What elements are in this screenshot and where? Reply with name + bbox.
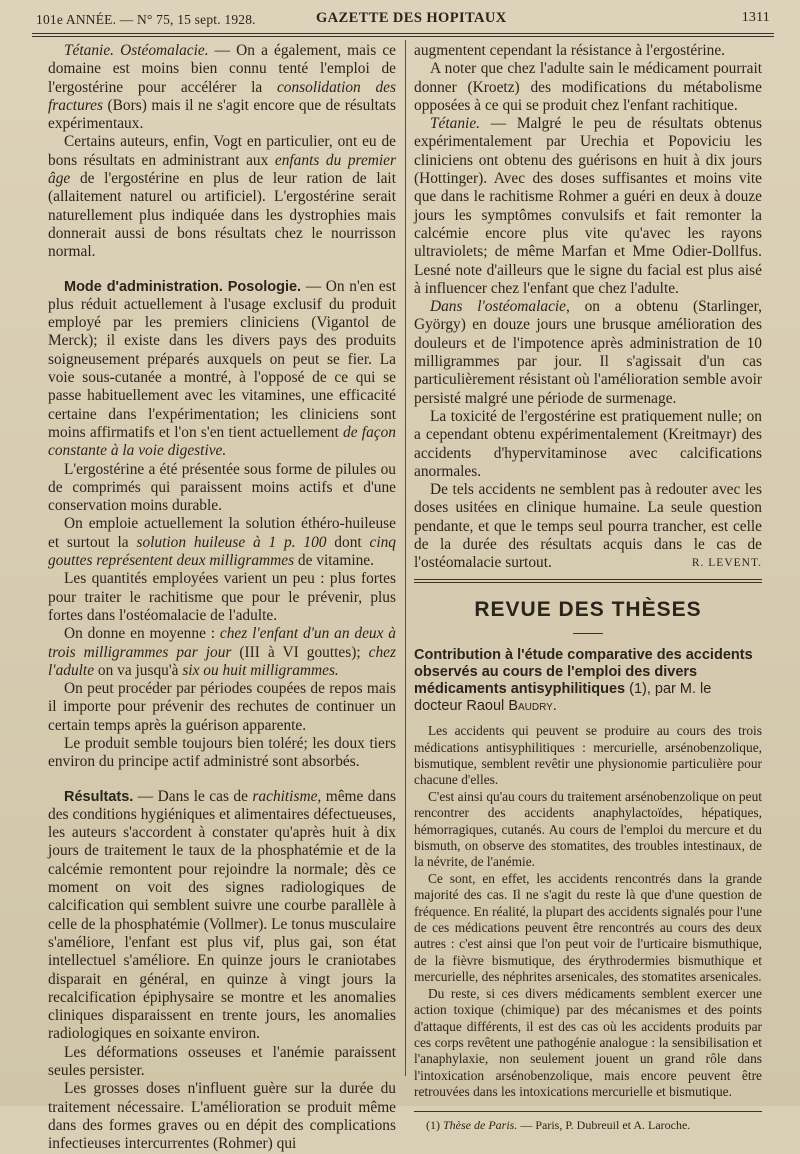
header-rule (32, 33, 774, 37)
page-number: 1311 (741, 10, 770, 25)
paragraph-adulte-sain: A noter que chez l'adulte sain le médicament pourrait donner (Kroetz) des modifications du métabolisme opposées à ce qui se produit chez l'enfant rachitique. (414, 60, 762, 114)
paragraph-administration: Mode d'administration. Posologie. — On n'en est plus réduit actuellement à l'usage exclusif du produit employé par les premiers cliniciens (Vigantol de Merck); il existe dans les divers pays des produits soigneusement préparés auxquels on peut se fier. La voie sous-cutanée a montré, à l'opposé de ce qui se passe habituellement avec les vitamines, une efficacité certaine dans l'expérimentation; les cliniciens sont moins affirmatifs et l'on s'en tient actuellement de façon constante à la voie digestive. (48, 277, 396, 460)
article-author: Baudry. (508, 698, 557, 715)
paragraph-periodes: On peut procéder par périodes coupées de repos mais il importe pour prévenir des rechutes de continuer un certain temps après la guérison apparente. (48, 680, 396, 734)
paragraph-thesis-3: Ce sont, en effet, les accidents rencontrés dans la grande majorité des cas. Il ne s'agit du reste là que d'une question de fréquence. En réalité, la plupart des accidents signalés pour l'une de ces médications peuvent être rencontrés au cours des deux autres : c'est ainsi que l'on peut voir de l'urticaire bismuthique, de la fièvre bismutique, des érythrodermies bismuthique et mercurielle, des néphrites arsenicales, des stomatites arsenicales. (414, 870, 762, 985)
journal-title: GAZETTE DES HOPITAUX (316, 10, 507, 26)
inline-heading-tetanie: Tétanie. (430, 115, 481, 133)
paragraph-conclusion: De tels accidents ne semblent pas à redouter avec les doses usitées en clinique humaine. La seule question pendante, et que le temps seul pourra trancher, est celle de la durée des résultats acquis dans le cas de l'ostéomalacie surtout. R. LEVENT. (414, 481, 762, 572)
inline-heading: Tétanie. Ostéomalacie. (64, 42, 209, 59)
paragraph-resultats: Résultats. — Dans le cas de rachitisme, même dans des conditions hygiéniques et alimentaires défectueuses, les auteurs s'accordent à constater qu'après huit à dix jours de traitement le taux de la phosphatémie et de la calcémie remontent pour rejoindre la normale; dès ce moment on voit des signes radiologiques de calcification qui semblent suivre une courbe parallèle à celle de la phosphatémie (Vollmer). Le tonus musculaire s'améliore, l'enfant est plus vif, plus gai, son état intellectuel s'améliore. En quinze jours le craniotabes disparait en général, en quinze à vingt jours la recalcification épiphysaire se montre et les anomalies cliniques disparaissent en trente jours, les anomalies radiologiques en soixante environ. (48, 787, 396, 1043)
footnote: (1) Thèse de Paris. — Paris, P. Dubreuil et A. Laroche. (426, 1117, 691, 1132)
paragraph-vogt: Certains auteurs, enfin, Vogt en particulier, ont eu de bons résultats en administrant aux enfants du premier âge de l'ergostérine en plus de leur ration de lait (allaitement naturel ou artificiel). L'ergostérine serait naturellement plus indiquée dans les dystrophies mais donnerait aussi de bons résultats chez le nourrisson normal. (48, 133, 397, 261)
issue-info: 101e ANNÉE. — N° 75, 15 sept. 1928. (36, 12, 256, 27)
paragraph-thesis-4: Du reste, si ces divers médicaments semblent exercer une action toxique (chimique) par des mécanismes et des points d'attaque différents, il est des cas où les accidents produits par ces corps revêtent une pathogénie analogue : la sensibilisation et l'anaphylaxie, non seulement jouent un grand rôle dans l'intoxication arsénobenzolique, mais encore peuvent être retrouvées dans les intoxications mercurielle et bismutique. (414, 985, 762, 1100)
paragraph-grosses-doses: Les grosses doses n'influent guère sur la durée du traitement nécessaire. L'amélioration se produit même dans des formes graves ou en dépit des complications infectieuses intercurrentes (Rohmer) qui (48, 1080, 396, 1153)
paragraph-thesis-2: C'est ainsi qu'au cours du traitement arsénobenzolique on peut rencontrer des accidents anaphylactoïdes, hépatiques, hémorragiques, cutanés. Au cours de l'emploi du mercure et du bismuth, on observe des stomatites, des troubles intestinaux, de la névrite, de l'anémie. (414, 788, 762, 870)
section-heading-resultats: Résultats. (64, 788, 134, 805)
paragraph-thesis-1: Les accidents qui peuvent se produire au cours des trois médications antisyphilitiques : mercurielle, arsénobenzolique, bismutique, semblent revêtir une physionomie particulière pour chacune d'elles. (414, 723, 762, 788)
footnote-rule (414, 1111, 762, 1112)
paragraph-solution: On emploie actuellement la solution éthéro-huileuse et surtout la solution huileuse à 1 p. 100 dont cinq gouttes représentent deux milligrammes de vitamine. (48, 515, 396, 570)
paragraph-osteomalacie: Dans l'ostéomalacie, on a obtenu (Starlinger, György) en douze jours une brusque amélioration des douleurs et de l'impotence après administration de 10 milligrammes par jour. Il s'agissait d'un cas particulièrement résistant où l'amélioration semble avoir persisté malgré une période de surmenage. (414, 298, 762, 407)
paragraph-quantites: Les quantités employées varient un peu : plus fortes pour traiter le rachitisme que pour le prévenir, plus fortes dans l'ostéomalacie de l'adulte. (48, 570, 396, 624)
paragraph-continuation: augmentent cependant la résistance à l'ergostérine. (414, 42, 726, 59)
column-divider (405, 40, 406, 1076)
paragraph-toxicite: La toxicité de l'ergostérine est pratiquement nulle; on a cependant obtenu expérimentalement (Kreitmayr) des accidents d'hypervitaminose avec calcifications anormales. (414, 407, 762, 480)
section-rule (414, 579, 762, 583)
article-title: Contribution à l'étude comparative des accidents observés au cours de l'emploi des divers médicaments antisyphilitiques (1), par M. le docteur Raoul Baudry. (414, 647, 753, 715)
section-title: REVUE DES THÈSES (474, 597, 702, 621)
paragraph-tetanie: Tétanie. — Malgré le peu de résultats obtenus expérimentalement par Urechia et Popoviciu les cliniciens ont obtenu des guérisons en huit à dix jours (Hottinger). Avec des doses suffisantes et moins vite que dans le rachitisme Rohmer a guéri en deux à douze jours les symptômes convulsifs et fait remonter la calcémie encore plus vite qu'avec les rayons ultraviolets; de même Marfan et Mme Odier-Dollfus. Lesné note d'ailleurs que le signe du facial est plus aisé à influencer chez l'enfant que chez l'adulte. (414, 115, 762, 297)
right-column (414, 42, 762, 1133)
left-column (48, 42, 396, 1154)
running-head (36, 6, 776, 32)
title-ornament (414, 623, 762, 641)
paragraph-pilules: L'ergostérine a été présentée sous forme de pilules ou de comprimés qui paraissent moins actifs et d'une conservation moins durable. (48, 460, 396, 515)
author-signature: R. LEVENT. (691, 557, 762, 570)
paragraph-deformations: Les déformations osseuses et l'anémie paraissent seules persister. (48, 1043, 396, 1080)
paragraph-tolerance: Le produit semble toujours bien toléré; les doux tiers environ du principe actif administré sont absorbés. (48, 734, 396, 771)
thesis-review-body (414, 723, 762, 1100)
paragraph-dose-moyenne: On donne en moyenne : chez l'enfant d'un an deux à trois milligrammes par jour (III à VI gouttes); chez l'adulte on va jusqu'à six ou huit milligrammes. (48, 625, 396, 679)
section-heading-administration: Mode d'administration. Posologie. (64, 278, 302, 295)
paragraph-tetanie-osteomalacie: Tétanie. Ostéomalacie. — On a également, mais ce domaine est moins bien connu tenté l'emploi de l'ergostérine pour accélérer la consolidation des fractures (Bors) mais il ne s'agit encore que de résultats expérimentaux. (48, 42, 397, 133)
